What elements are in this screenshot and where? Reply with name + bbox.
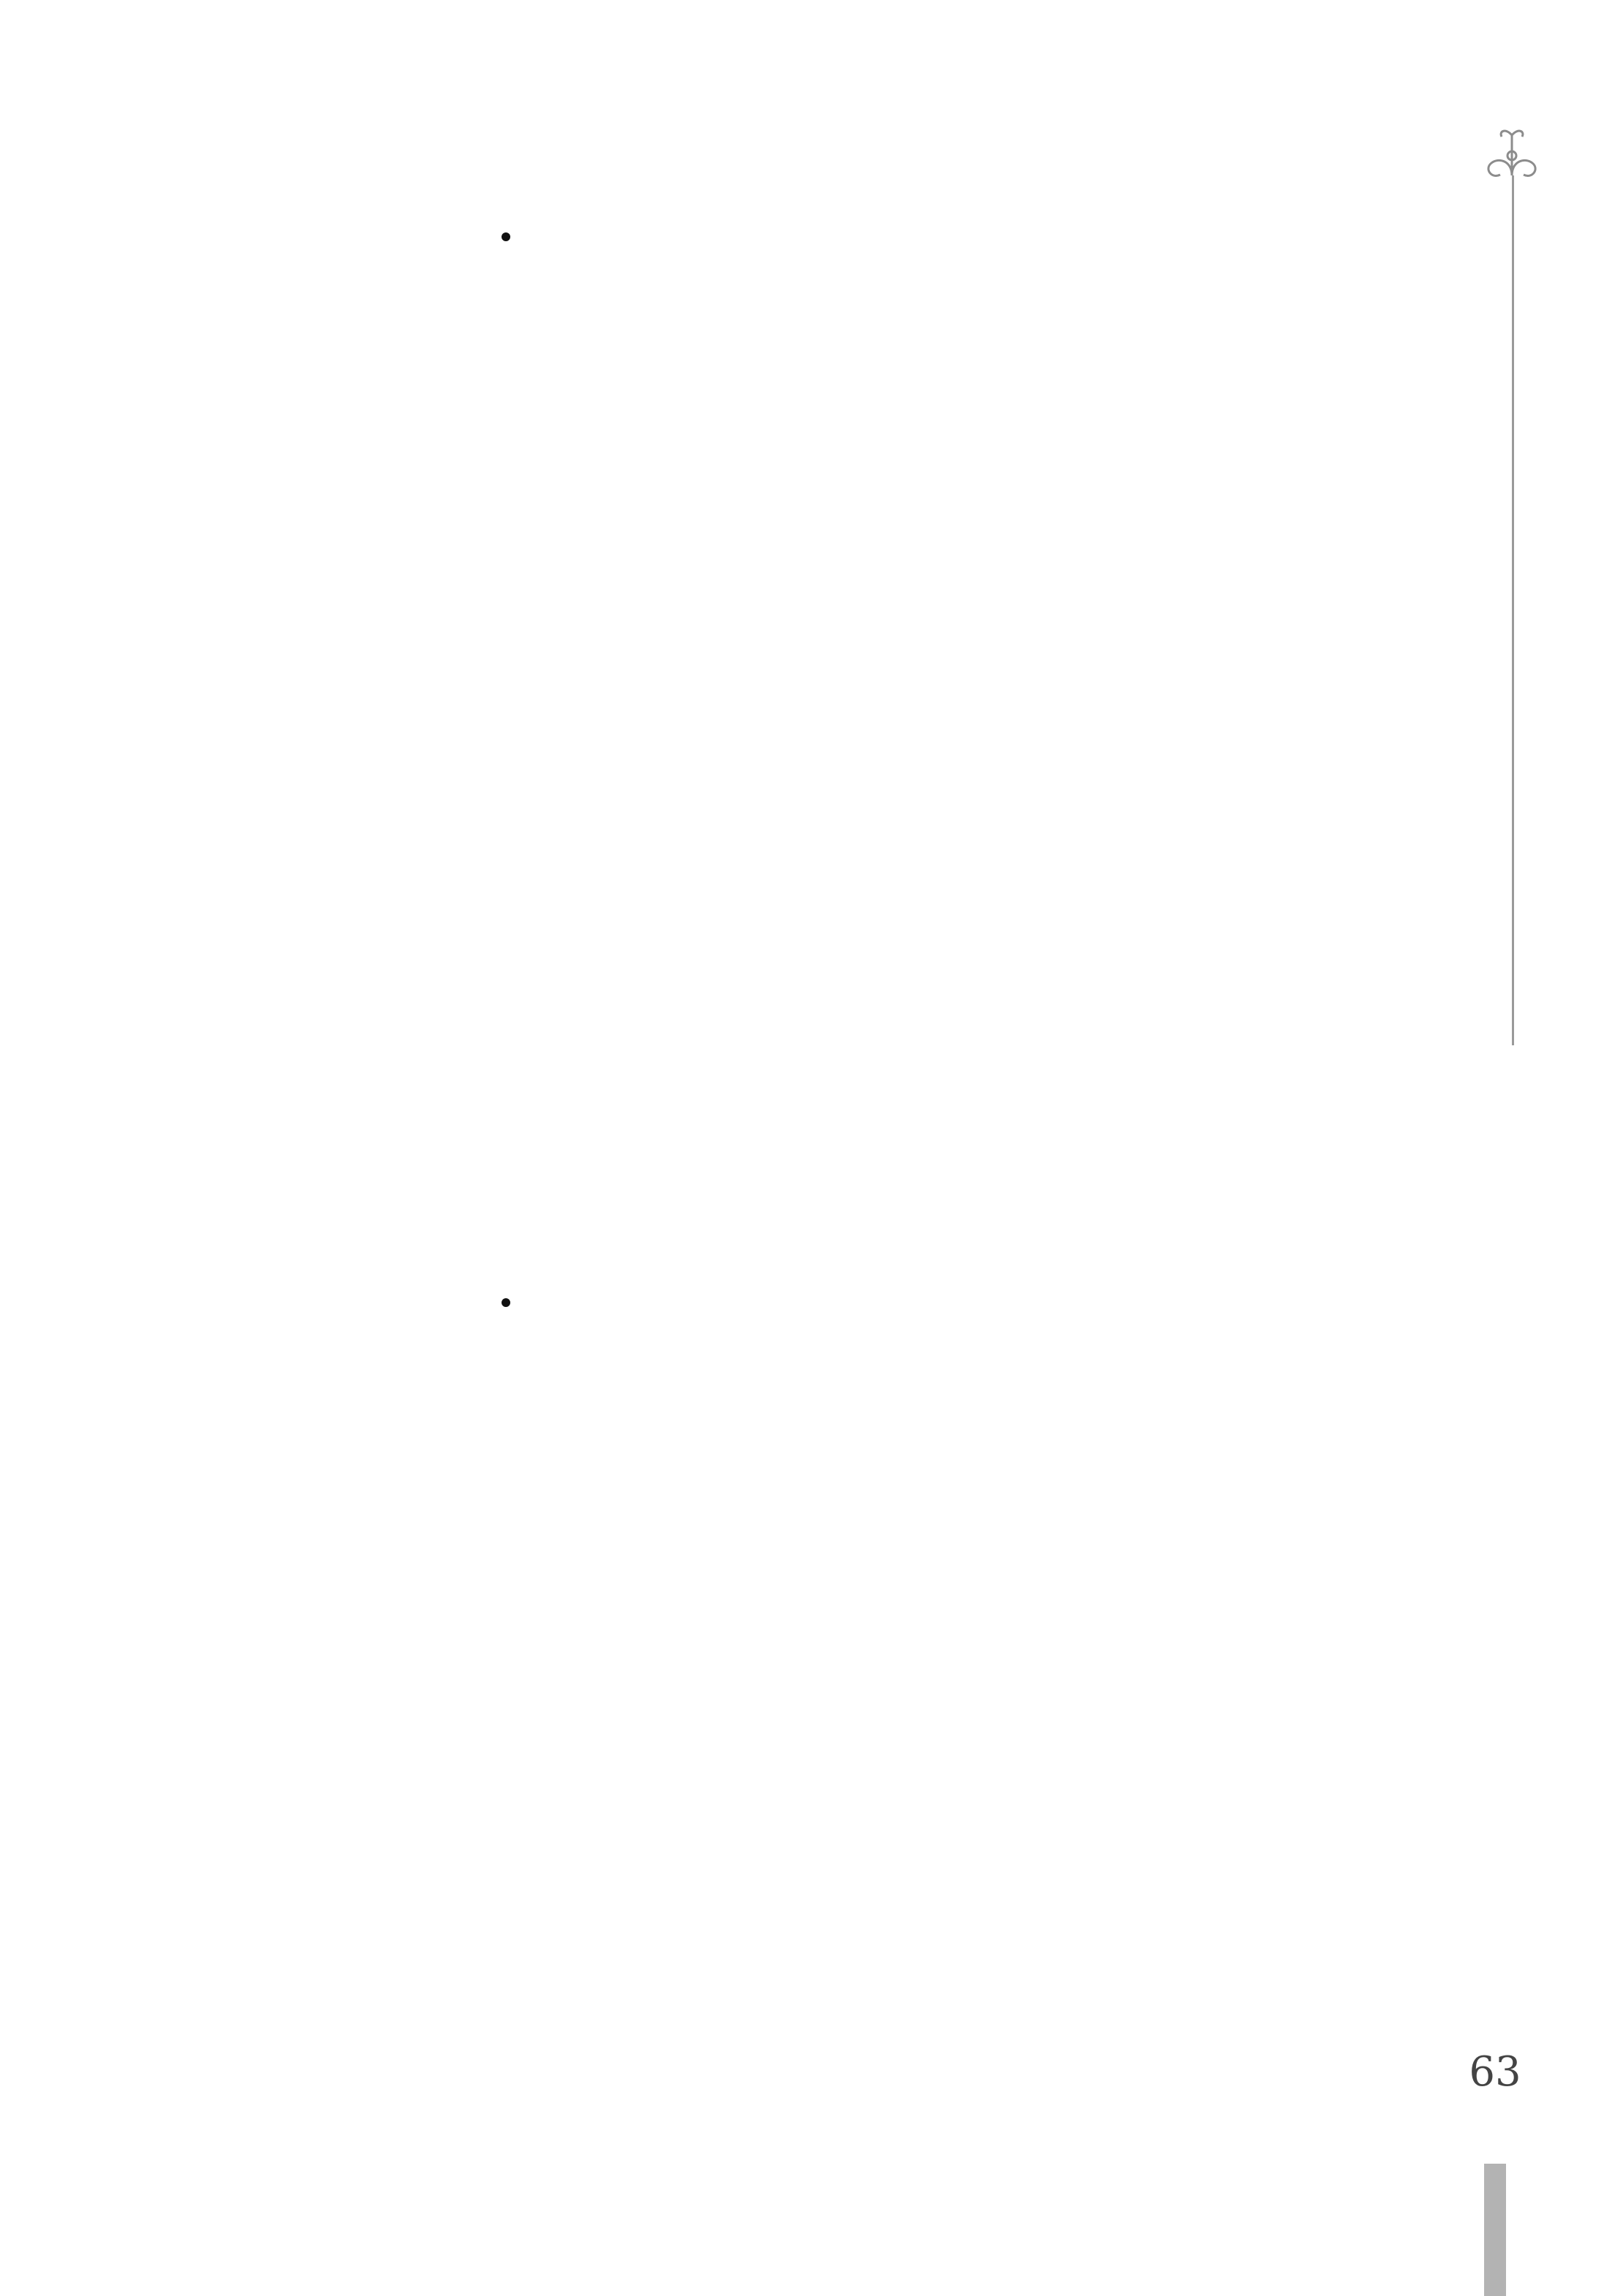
decorative-flourish-icon: [1469, 121, 1579, 186]
text-column: [1382, 219, 1415, 1740]
text-column: [954, 219, 988, 1023]
text-column: [1144, 219, 1178, 1740]
heading-bullet-icon: [502, 1298, 510, 1307]
heading-bullet-icon: [502, 232, 510, 241]
text-column: [1049, 219, 1083, 1740]
text-column: [347, 219, 381, 1740]
text-column: [1192, 219, 1225, 1740]
text-column: [1287, 219, 1320, 1740]
text-column: [1002, 219, 1035, 1740]
text-column: [395, 219, 428, 1272]
side-tab: [1484, 2164, 1506, 2296]
text-column: [1239, 219, 1273, 1740]
text-column: [252, 219, 286, 1740]
header-rule: [1512, 175, 1514, 1045]
running-title: [1477, 307, 1509, 1550]
text-column: [1334, 219, 1368, 1740]
text-column: [205, 219, 238, 1740]
section-heading: [491, 241, 525, 1279]
page-number: 63: [1469, 2048, 1521, 2096]
text-column: [300, 219, 333, 1740]
text-column: [1097, 219, 1130, 1740]
